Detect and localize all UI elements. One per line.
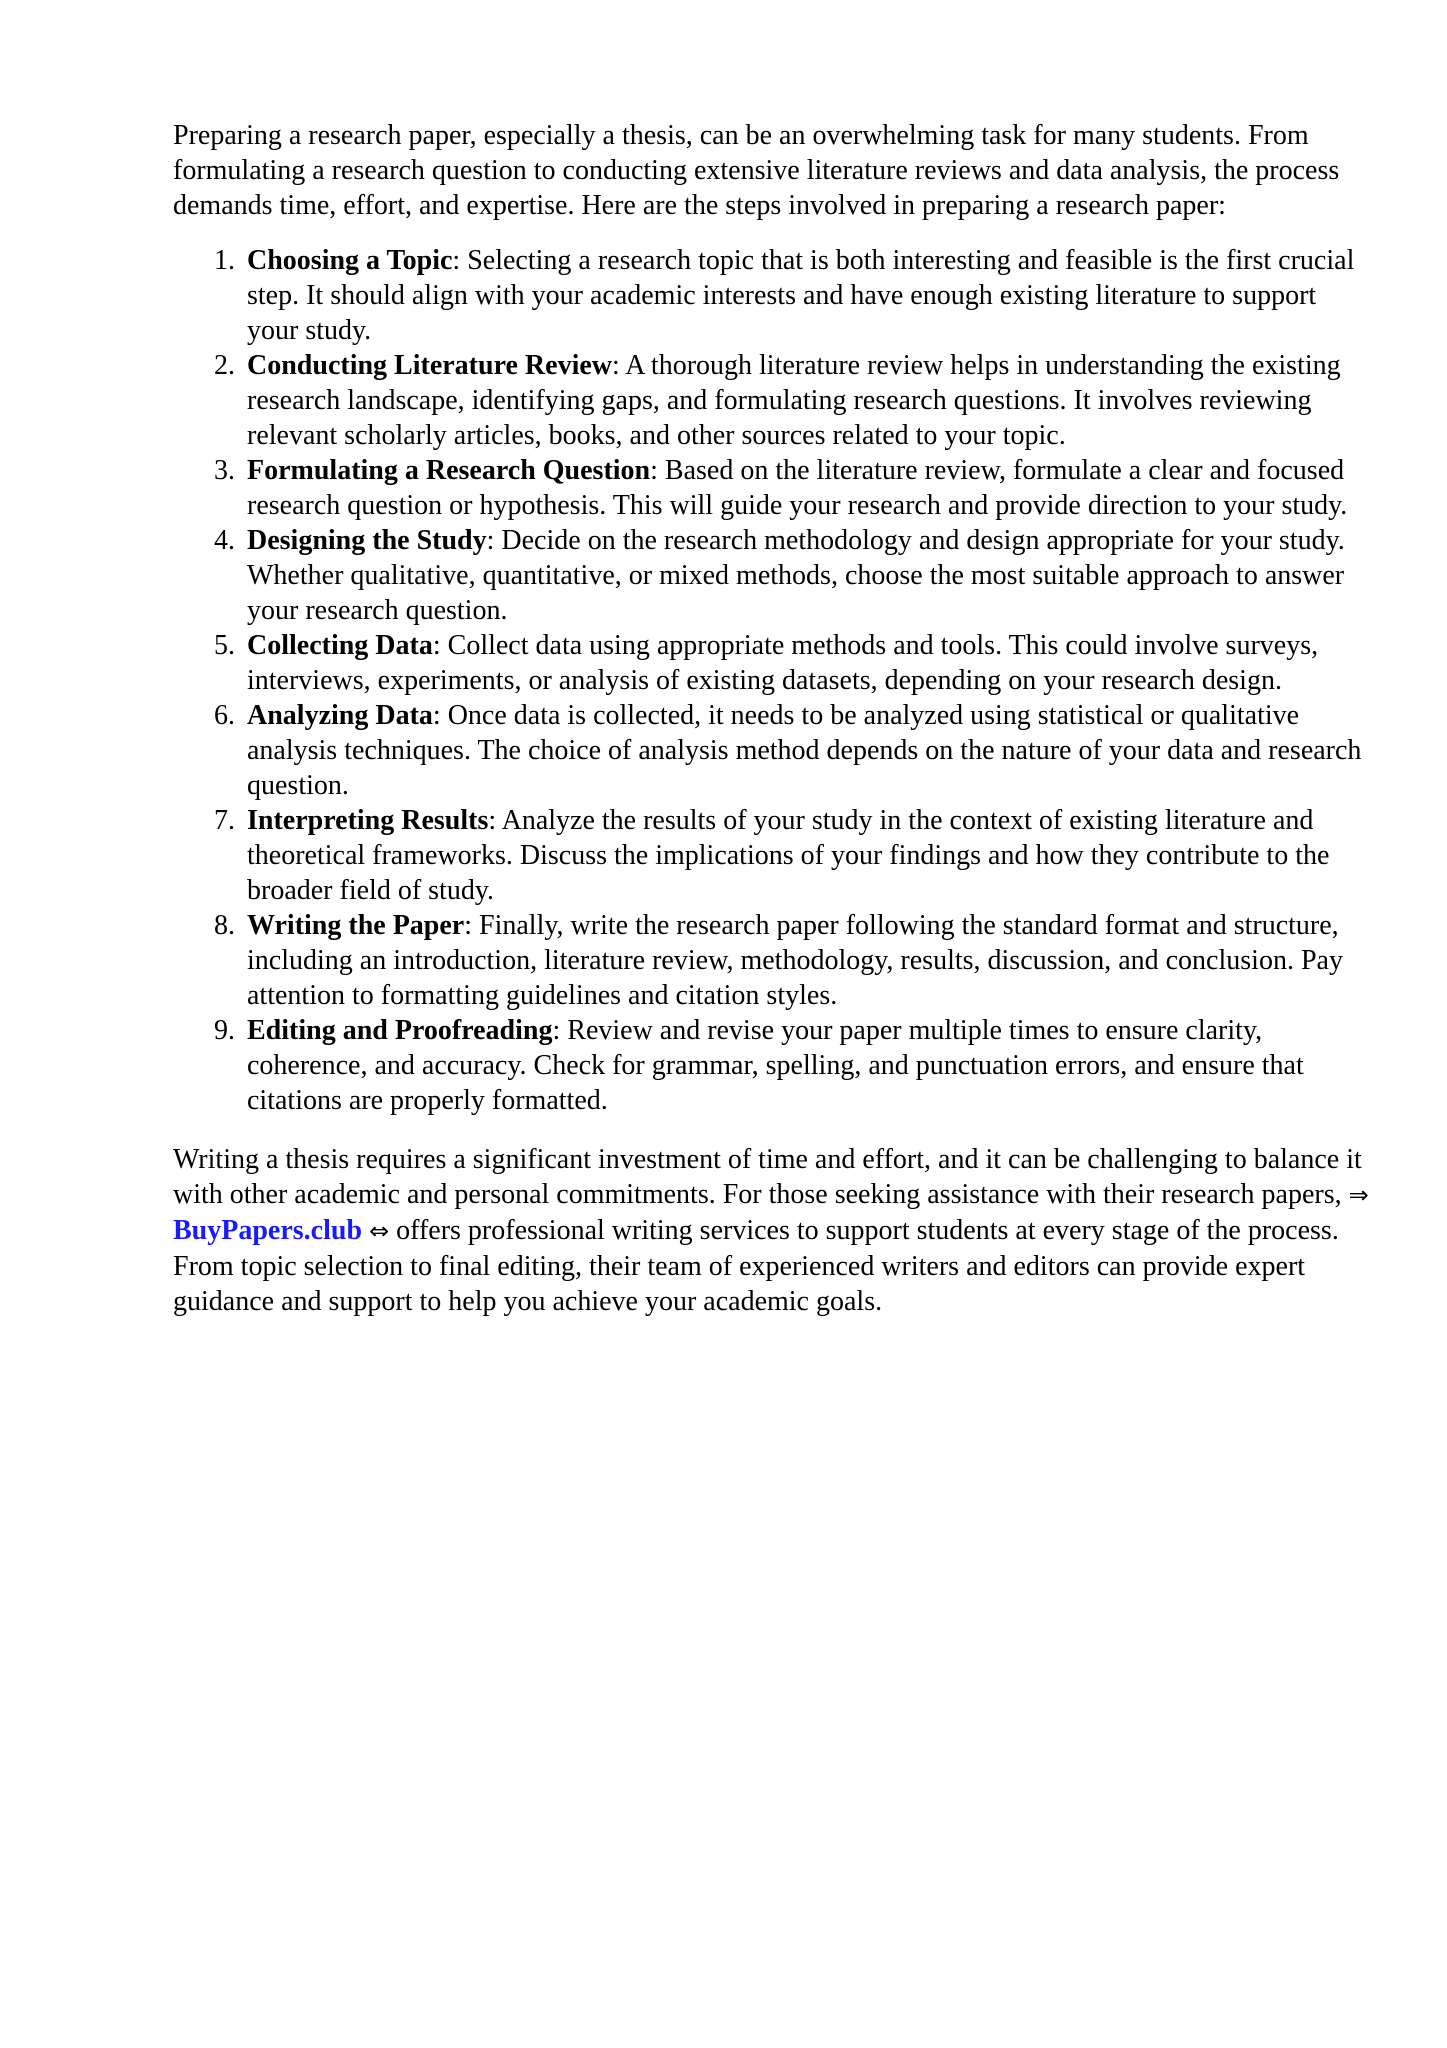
list-item	[173, 453, 1383, 523]
right-arrow-icon: ⇒	[1348, 1181, 1369, 1209]
item-number: 7.	[214, 805, 235, 836]
list-item	[173, 628, 1383, 698]
item-text: A thorough literature review helps in understanding the existing research landscape, identifying gaps, and formulating research questions. It involves reviewing relevant scholarly articles, books, and other sources related to your topic.	[247, 350, 1341, 451]
item-separator: :	[432, 630, 441, 661]
item-separator: :	[452, 245, 461, 276]
list-item	[173, 1013, 1383, 1118]
item-term: Choosing a Topic	[247, 245, 453, 276]
intro-paragraph: Preparing a research paper, especially a thesis, can be an overwhelming task for many students. From formulating a research question to conducting extensive literature reviews and data analysis, the process demands time, effort, and expertise. Here are the steps involved in preparing a research paper:	[173, 120, 1340, 221]
item-term: Interpreting Results	[247, 805, 489, 836]
item-number: 9.	[214, 1015, 235, 1046]
list-item	[173, 908, 1383, 1013]
item-term: Collecting Data	[247, 630, 433, 661]
item-text: Decide on the research methodology and design appropriate for your study. Whether qualitative, quantitative, or mixed methods, choose the most suitable approach to answer your research question.	[247, 525, 1345, 626]
item-number: 5.	[214, 630, 235, 661]
item-number: 3.	[214, 455, 235, 486]
item-separator: :	[488, 805, 497, 836]
item-separator: :	[486, 525, 495, 556]
item-text: Analyze the results of your study in the context of existing literature and theoretical frameworks. Discuss the implications of your findings and how they contribute to the broader field of study.	[247, 805, 1330, 906]
item-term: Conducting Literature Review	[247, 350, 612, 381]
list-item	[173, 523, 1383, 628]
item-text: Once data is collected, it needs to be analyzed using statistical or qualitative analysis techniques. The choice of analysis method depends on the nature of your data and research question.	[247, 700, 1362, 801]
item-term: Writing the Paper	[247, 910, 465, 941]
list-item	[173, 348, 1383, 453]
item-text: Review and revise your paper multiple times to ensure clarity, coherence, and accuracy. Check for grammar, spelling, and punctuation errors, and ensure that citations are properly formatted.	[247, 1015, 1304, 1116]
item-number: 8.	[214, 910, 235, 941]
item-separator: :	[432, 700, 441, 731]
item-number: 1.	[214, 245, 235, 276]
steps-list	[173, 243, 1383, 1118]
item-text: Selecting a research topic that is both interesting and feasible is the first crucial step. It should align with your academic interests and have enough existing literature to support your study.	[247, 245, 1355, 346]
document-page	[173, 118, 1383, 1319]
double-arrow-icon: ⇔	[369, 1217, 390, 1245]
buypapers-link[interactable]: BuyPapers.club	[173, 1215, 363, 1246]
item-number: 2.	[214, 350, 235, 381]
item-text: Collect data using appropriate methods and tools. This could involve surveys, interviews, experiments, or analysis of existing datasets, depending on your research design.	[247, 630, 1319, 696]
item-text: Based on the literature review, formulate a clear and focused research question or hypothesis. This will guide your research and provide direction to your study.	[247, 455, 1348, 521]
item-number: 4.	[214, 525, 235, 556]
closing-paragraph	[173, 1142, 1383, 1319]
item-term: Editing and Proofreading	[247, 1015, 553, 1046]
closing-text-before: Writing a thesis requires a significant investment of time and effort, and it can be challenging to balance it with other academic and personal commitments. For those seeking assistance with their research papers,	[173, 1144, 1362, 1210]
item-separator: :	[552, 1015, 561, 1046]
item-text: Finally, write the research paper following the standard format and structure, including an introduction, literature review, methodology, results, discussion, and conclusion. Pay attention to formatting guidelines and citation styles.	[247, 910, 1343, 1011]
item-term: Designing the Study	[247, 525, 487, 556]
item-separator: :	[464, 910, 473, 941]
closing-text-after: offers professional writing services to support students at every stage of the process. From topic selection to final editing, their team of experienced writers and editors can provide expert guidance and support to help you achieve your academic goals.	[173, 1215, 1339, 1317]
item-separator: :	[650, 455, 658, 486]
list-item	[173, 698, 1383, 803]
item-number: 6.	[214, 700, 235, 731]
item-term: Analyzing Data	[247, 700, 433, 731]
item-term: Formulating a Research Question	[247, 455, 651, 486]
list-item	[173, 243, 1383, 348]
item-separator: :	[612, 350, 620, 381]
list-item	[173, 803, 1383, 908]
